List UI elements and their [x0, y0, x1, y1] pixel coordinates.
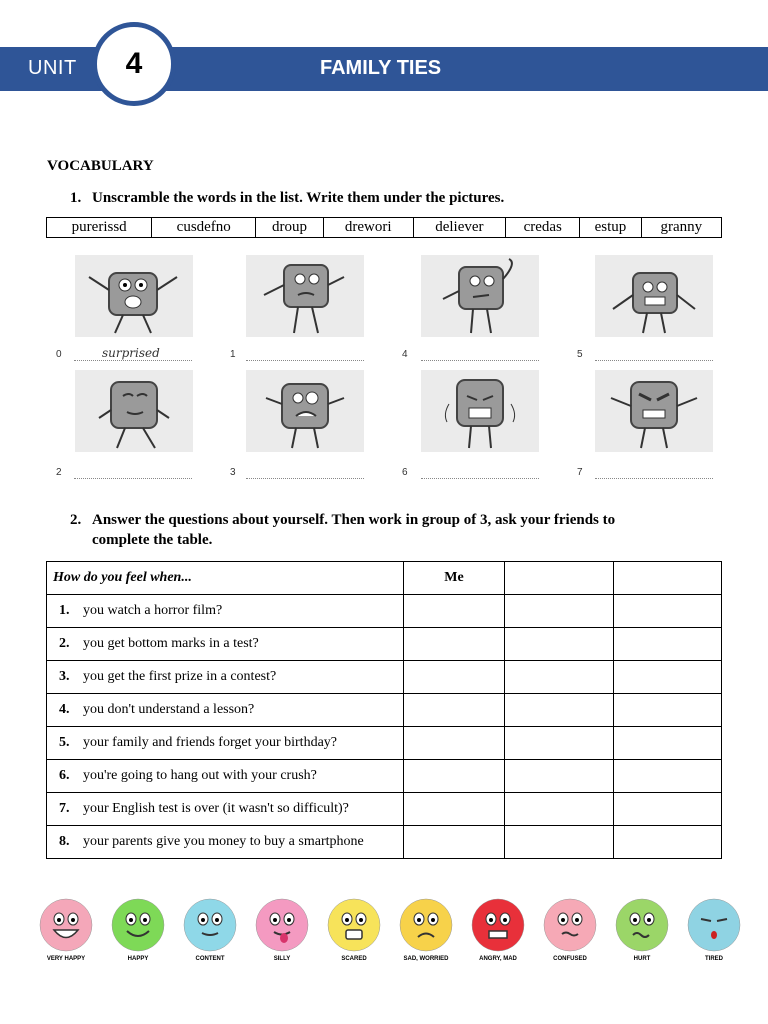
emotion-label: CONFUSED [553, 956, 587, 962]
table-row [47, 826, 722, 859]
table-row [47, 760, 722, 793]
question-cell [47, 793, 404, 826]
answer-cell-me[interactable] [404, 826, 505, 859]
picture-number: 6 [402, 467, 408, 478]
emotion-face [686, 897, 742, 962]
answer-cell-friend[interactable] [505, 727, 614, 760]
table-row [47, 661, 722, 694]
answer-cell-me[interactable] [404, 661, 505, 694]
proud-character-icon [75, 370, 193, 452]
content-face-icon [182, 897, 238, 953]
question-cell [47, 760, 404, 793]
question-number: 7. [59, 801, 70, 816]
answer-line[interactable] [246, 360, 364, 361]
answer-cell-friend[interactable] [613, 694, 722, 727]
emotion-face [542, 897, 598, 962]
emotion-label: VERY HAPPY [46, 956, 86, 962]
table-row [47, 628, 722, 661]
scared-face-icon [326, 897, 382, 953]
word-cell: purerissd [47, 218, 152, 238]
answer-cell-friend[interactable] [613, 826, 722, 859]
answer-cell-me[interactable] [404, 727, 505, 760]
emotion-face [614, 897, 670, 962]
answer-cell-friend[interactable] [613, 760, 722, 793]
character-picture [75, 255, 193, 337]
emotion-face [38, 897, 94, 962]
answer-line[interactable] [595, 478, 713, 479]
emotion-label: SILLY [273, 956, 291, 962]
exercise2-text-line2: complete the table. [92, 532, 213, 548]
picture-number: 1 [230, 349, 236, 360]
emotion-label: CONTENT [195, 956, 225, 962]
emotion-face [398, 897, 454, 962]
emotion-face [254, 897, 310, 962]
answer-cell-friend[interactable] [505, 826, 614, 859]
answer-cell-friend[interactable] [613, 793, 722, 826]
header-question: How do you feel when... [47, 562, 404, 595]
emotion-label: HURT [633, 956, 651, 962]
character-picture [246, 255, 364, 337]
question-cell [47, 727, 404, 760]
answer-cell-friend[interactable] [613, 727, 722, 760]
emotion-label: HAPPY [127, 956, 149, 962]
unit-number-badge [92, 22, 176, 106]
picture-number: 7 [577, 467, 583, 478]
word-cell: granny [641, 218, 721, 238]
character-picture [595, 370, 713, 452]
picture-answer: surprised [102, 346, 160, 360]
character-picture [246, 370, 364, 452]
silly-face-icon [254, 897, 310, 953]
character-picture [595, 255, 713, 337]
feelings-table [46, 561, 722, 859]
question-cell [47, 826, 404, 859]
table-header-row [47, 562, 722, 595]
answer-cell-me[interactable] [404, 628, 505, 661]
angry-face-icon [470, 897, 526, 953]
exercise1-text: Unscramble the words in the list. Write them under the pictures. [92, 190, 505, 206]
answer-cell-me[interactable] [404, 694, 505, 727]
question-number: 6. [59, 768, 70, 783]
word-cell: drewori [323, 218, 413, 238]
picture-number: 3 [230, 467, 236, 478]
question-number: 1. [59, 603, 70, 618]
answer-line[interactable] [246, 478, 364, 479]
exercise2-text-line1: Answer the questions about yourself. Then work in group of 3, ask your friends to [92, 512, 616, 528]
answer-line [74, 360, 192, 361]
emotion-label: ANGRY, MAD [479, 956, 517, 962]
upset-crying-character-icon [421, 370, 539, 452]
header-friend-1 [505, 562, 614, 595]
answer-cell-me[interactable] [404, 793, 505, 826]
question-text: your parents give you money to buy a smartphone [83, 834, 364, 849]
question-cell [47, 628, 404, 661]
question-text: you get bottom marks in a test? [83, 636, 259, 651]
very-happy-face-icon [38, 897, 94, 953]
hurt-face-icon [614, 897, 670, 953]
answer-cell-friend[interactable] [505, 760, 614, 793]
worried-character-icon [246, 255, 364, 337]
header-me: Me [404, 562, 505, 595]
question-number: 3. [59, 669, 70, 684]
emotion-label: TIRED [705, 956, 723, 962]
picture-number: 0 [56, 349, 62, 360]
question-text: your family and friends forget your birthday? [83, 735, 338, 750]
answer-cell-friend[interactable] [613, 661, 722, 694]
answer-cell-friend[interactable] [505, 661, 614, 694]
answer-cell-friend[interactable] [505, 595, 614, 628]
picture-number: 5 [577, 349, 583, 360]
answer-cell-friend[interactable] [505, 694, 614, 727]
answer-cell-friend[interactable] [613, 628, 722, 661]
picture-number: 2 [56, 467, 62, 478]
scared-character-icon [595, 255, 713, 337]
emotion-face [110, 897, 166, 962]
answer-cell-me[interactable] [404, 760, 505, 793]
character-picture [421, 370, 539, 452]
table-row [47, 727, 722, 760]
word-cell: deliever [413, 218, 506, 238]
answer-cell-friend[interactable] [505, 628, 614, 661]
table-row [47, 694, 722, 727]
section-title: VOCABULARY [47, 158, 154, 174]
question-number: 4. [59, 702, 70, 717]
question-number: 2. [59, 636, 70, 651]
question-cell [47, 694, 404, 727]
tired-face-icon [686, 897, 742, 953]
emotion-face [470, 897, 526, 962]
exercise2-number: 2. [70, 512, 82, 528]
question-text: your English test is over (it wasn't so difficult)? [83, 801, 349, 816]
question-number: 8. [59, 834, 70, 849]
question-text: you watch a horror film? [83, 603, 223, 618]
table-row [47, 595, 722, 628]
exercise1-number: 1. [70, 190, 82, 206]
answer-cell-friend[interactable] [505, 793, 614, 826]
word-cell: droup [256, 218, 324, 238]
answer-line[interactable] [421, 360, 539, 361]
confused-face-icon [542, 897, 598, 953]
unit-title: FAMILY TIES [320, 57, 442, 79]
answer-line[interactable] [74, 478, 192, 479]
question-number: 5. [59, 735, 70, 750]
surprised-character-icon [75, 255, 193, 337]
sad-face-icon [398, 897, 454, 953]
picture-number: 4 [402, 349, 408, 360]
question-cell [47, 661, 404, 694]
angry-character-icon [595, 370, 713, 452]
character-picture [421, 255, 539, 337]
exercise2-instruction [70, 510, 615, 550]
table-row [47, 793, 722, 826]
question-text: you don't understand a lesson? [83, 702, 255, 717]
word-list-table [46, 217, 722, 238]
emotion-face [182, 897, 238, 962]
word-cell: credas [506, 218, 580, 238]
exercise1-instruction [70, 188, 504, 208]
character-picture [75, 370, 193, 452]
emotion-face [326, 897, 382, 962]
happy-face-icon [110, 897, 166, 953]
header-friend-2 [613, 562, 722, 595]
answer-line[interactable] [595, 360, 713, 361]
question-text: you're going to hang out with your crush? [83, 768, 317, 783]
question-cell [47, 595, 404, 628]
question-text: you get the first prize in a contest? [83, 669, 277, 684]
emotion-label: SCARED [341, 956, 367, 962]
word-cell: cusdefno [152, 218, 256, 238]
emotion-label: SAD, WORRIED [403, 956, 449, 962]
confused-character-icon [421, 255, 539, 337]
unit-label: UNIT [28, 57, 77, 79]
answer-line[interactable] [421, 478, 539, 479]
answer-cell-friend[interactable] [613, 595, 722, 628]
answer-cell-me[interactable] [404, 595, 505, 628]
unit-number: 4 [125, 47, 143, 80]
word-cell: estup [580, 218, 641, 238]
worried-character-icon [246, 370, 364, 452]
